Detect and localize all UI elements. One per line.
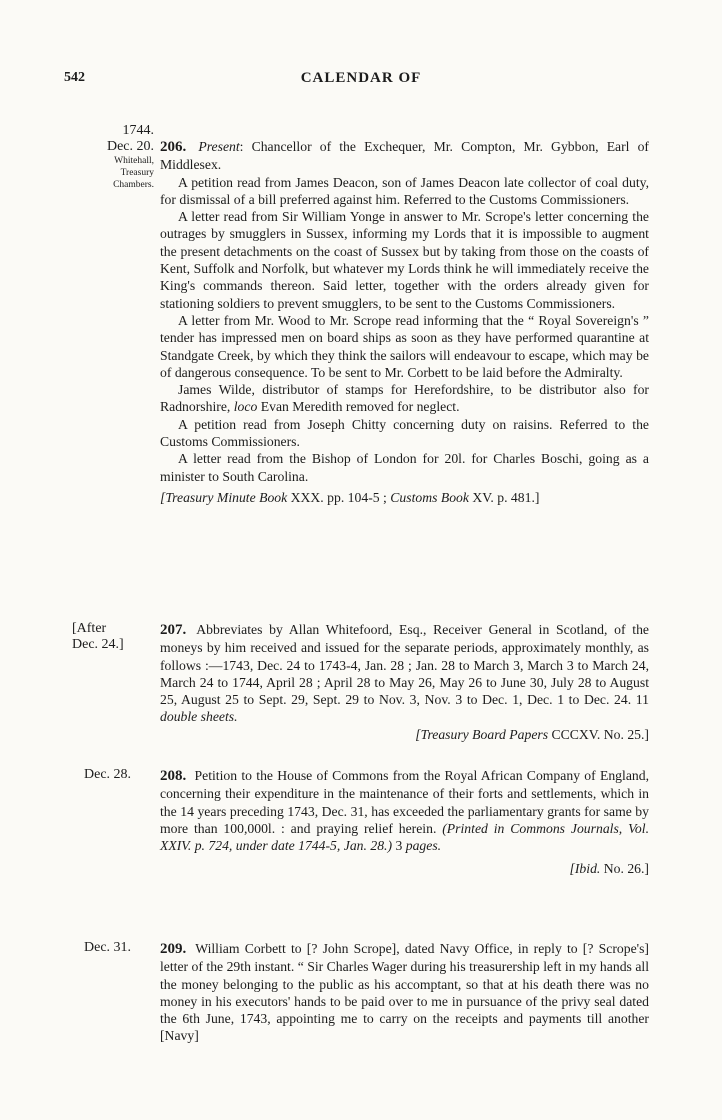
paragraph: A letter read from Sir William Yonge in answer to Mr. Scrope's letter concerning the outrages by smugglers in Sussex, informing my Lords that it is impossible to augment the present detachments on the coast of Sussex but by taking from those on the coasts of Kent, Suffolk and Norfolk, but whatever my Lords think he will immediately receive the King's commands thereon. Said letter, together with the orders already given for stationing soldiers to prevent smugglers, to be sent to the Customs Commissioners. bbox=[160, 209, 649, 311]
reference-italic: [Ibid. bbox=[569, 861, 601, 877]
paragraph-text: Petition to the House of Commons from the Royal African Company of England, concerning their expenditure in the maintenance of their forts and settlements, which in the 14 years preceding 1743, Dec. 31, has exceeded the parliamentary grants for same by more than 100,000l. : and praying relief herein. bbox=[160, 768, 649, 836]
entry-209-body bbox=[160, 940, 649, 1045]
paragraph-text: William Corbett to [? John Scrope], dated Navy Office, in reply to [? Scrope's] letter of the 29th instant. “ Sir Charles Wager during his treasurership left in my hands all the money belonging to the public as his accomptant, so that at his death there was no money in his executors' hands to be paid over to me in pursuance of the privy seal dated the 6th June, 1743, appointing me to carry on the receipts and payments till another [Navy] bbox=[160, 941, 649, 1044]
reference bbox=[160, 726, 649, 743]
entry-206-body bbox=[160, 138, 649, 506]
paragraph-text: James Wilde, distributor of stamps for Herefordshire, to be distributor also for Radnorshire, bbox=[160, 382, 649, 415]
entry-number: 209. bbox=[160, 941, 187, 957]
entry-206-margin bbox=[70, 123, 154, 191]
paragraph-italic: loco bbox=[233, 399, 258, 415]
entry-number: 208. bbox=[160, 768, 187, 784]
reference-italic: Customs Book bbox=[390, 489, 469, 505]
reference bbox=[160, 860, 649, 877]
margin-year: 1744. bbox=[122, 123, 154, 138]
present-text: : Chancellor of the Exchequer, Mr. Compton, Mr. Gybbon, Earl of Middlesex. bbox=[160, 139, 649, 173]
reference-text: XXX. pp. 104-5 ; bbox=[287, 489, 391, 505]
paragraph: A letter read from the Bishop of London for 20l. for Charles Boschi, going as a minister to South Carolina. bbox=[160, 451, 649, 484]
entry-number: 207. bbox=[160, 622, 187, 638]
paragraph bbox=[160, 940, 649, 1045]
margin-date: Dec. 24.] bbox=[72, 637, 124, 652]
entry-207-body bbox=[160, 621, 649, 743]
page-header bbox=[0, 70, 722, 92]
margin-place: Treasury bbox=[120, 168, 154, 178]
margin-date: Dec. 31. bbox=[84, 940, 132, 955]
margin-place: Whitehall, bbox=[114, 156, 154, 166]
paragraph bbox=[160, 621, 649, 726]
entry-207-margin bbox=[72, 621, 156, 653]
paragraph-text: Abbreviates by Allan Whitefoord, Esq., Receiver General in Scotland, of the moneys by him received and issued for the separate periods, approximately monthly, as follows :—1743, Dec. 24 to 1743-4, Jan. 28 ; Jan. 28 to March 3, March 3 to March 24, March 24 to 1744, April 28 ; April 28 to May 26, May 26 to June 30, July 28 to August 25, August 25 to Sept. 29, Sept. 29 to Nov. 3, Nov. 3 to Dec. 1, Dec. 1 to Dec. 24. 11 bbox=[160, 622, 650, 708]
paragraph-text: 3 bbox=[395, 838, 406, 854]
entry-number: 206. bbox=[160, 139, 187, 155]
margin-place: Chambers. bbox=[113, 180, 154, 190]
reference-text: No. 26.] bbox=[600, 861, 649, 877]
paragraph-italic: pages. bbox=[405, 838, 442, 854]
reference-text: CCCXV. No. 25.] bbox=[548, 726, 649, 742]
present-label: Present bbox=[198, 139, 240, 154]
paragraph bbox=[160, 767, 649, 854]
margin-date: [After bbox=[72, 621, 107, 636]
reference-italic: [Treasury Minute Book bbox=[160, 489, 288, 505]
paragraph bbox=[160, 381, 649, 416]
paragraph: A petition read from Joseph Chitty concerning duty on raisins. Referred to the Customs Commissioners. bbox=[160, 416, 649, 450]
entry-209-margin bbox=[84, 940, 168, 956]
paragraph bbox=[160, 138, 649, 174]
reference bbox=[160, 489, 649, 506]
reference-text: XV. p. 481.] bbox=[468, 489, 540, 505]
paragraph-text: Evan Meredith removed for neglect. bbox=[257, 399, 460, 415]
running-head: CALENDAR OF bbox=[300, 70, 422, 86]
paragraph: A petition read from James Deacon, son of James Deacon late collector of coal duty, for dismissal of a bill preferred against him. Referred to the Customs Commissioners. bbox=[160, 174, 649, 207]
reference-italic: [Treasury Board Papers bbox=[415, 726, 549, 742]
paragraph-italic: (Printed in Commons Journals, Vol. XXIV. p. 724, under date 1744-5, Jan. 28.) bbox=[160, 820, 649, 854]
entry-208-margin bbox=[84, 767, 168, 783]
margin-date: Dec. 20. bbox=[106, 139, 154, 154]
entry-208-body bbox=[160, 767, 649, 878]
margin-date: Dec. 28. bbox=[84, 767, 132, 782]
paragraph-italic: double sheets. bbox=[160, 709, 238, 725]
page-number: 542 bbox=[64, 70, 85, 85]
paragraph: A letter from Mr. Wood to Mr. Scrope read informing that the “ Royal Sovereign's ” tender has impressed men on board ships as soon as they have performed quarantine at Standgate Creek, by which they think the sailors will endeavour to escape, which may be of dangerous consequence. To be sent to Mr. Corbett to be laid before the Admiralty. bbox=[160, 312, 649, 380]
